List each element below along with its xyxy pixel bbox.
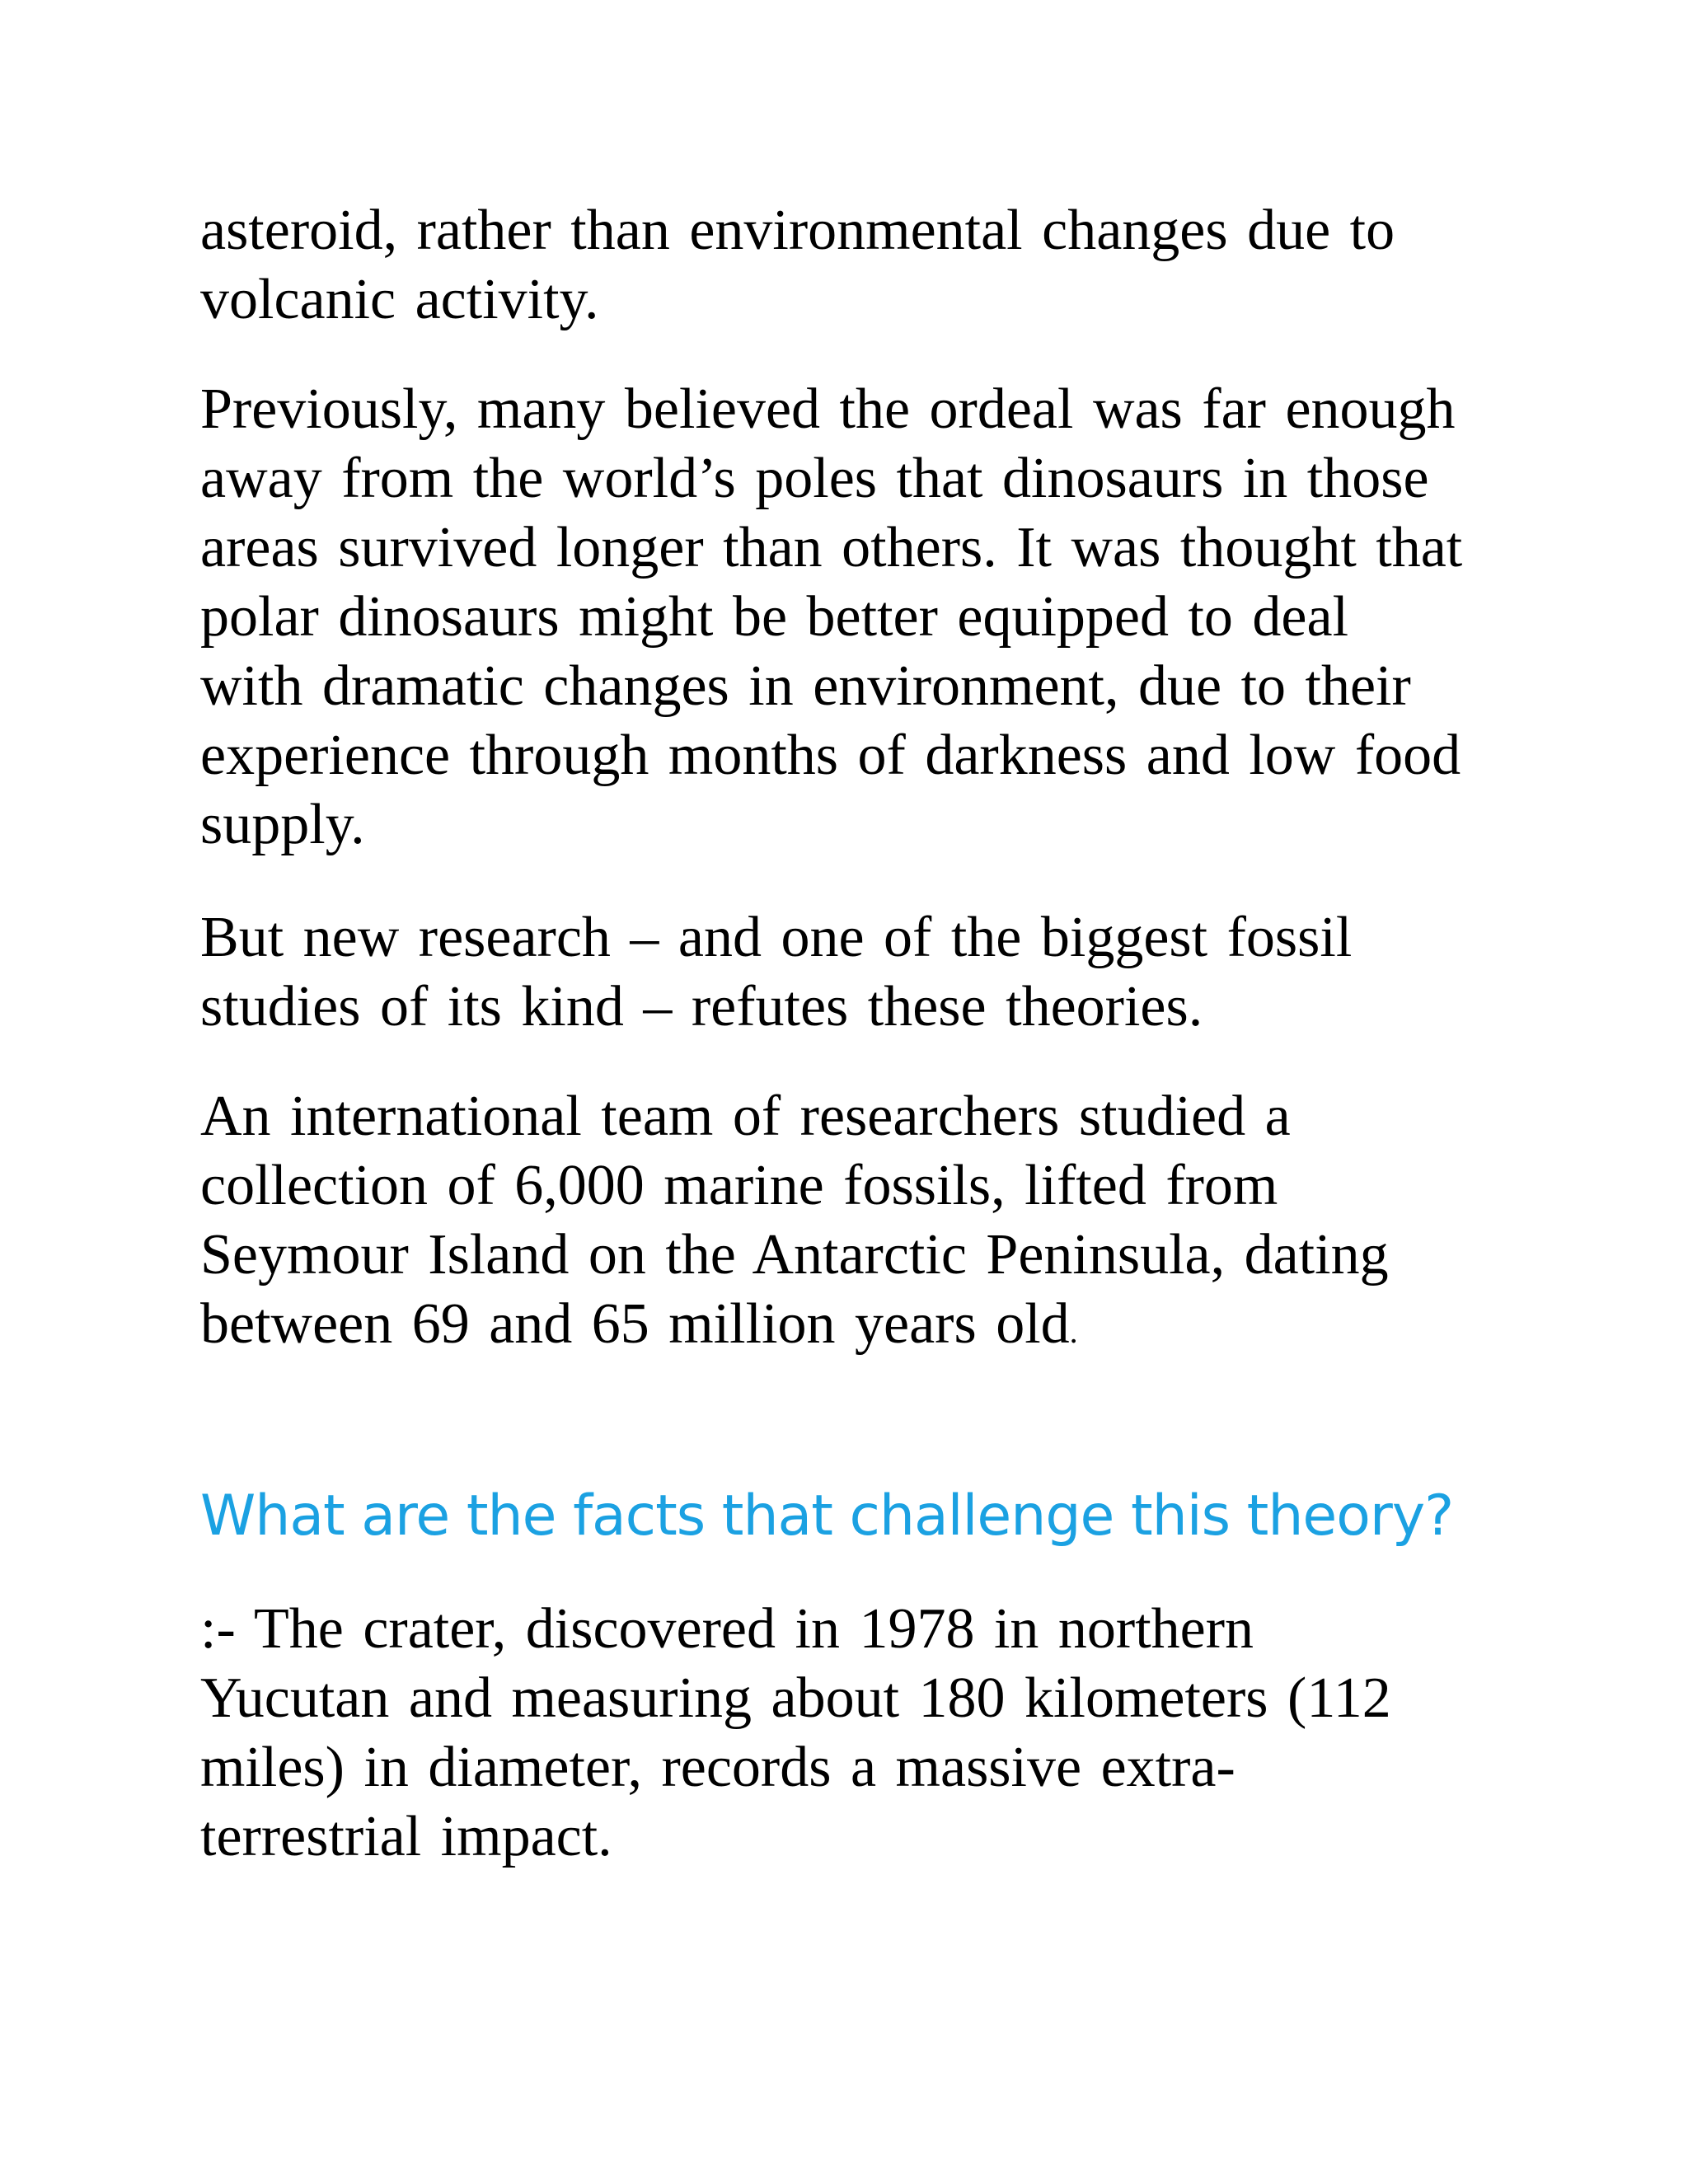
trailing-period: . bbox=[1069, 1313, 1078, 1350]
text-line: Yucutan and measuring about 180 kilometers (112 bbox=[200, 1666, 1391, 1730]
text-line: terrestrial impact. bbox=[200, 1805, 612, 1868]
text-line: miles) in diameter, records a massive extra- bbox=[200, 1736, 1236, 1799]
text-line: asteroid, rather than environmental changes due to bbox=[200, 199, 1395, 262]
text-line: experience through months of darkness and low food bbox=[200, 724, 1461, 787]
text-line bbox=[200, 1290, 1519, 1366]
text-line: Previously, many believed the ordeal was far enough bbox=[200, 377, 1456, 441]
paragraph-new-research bbox=[200, 903, 1519, 1042]
text-line: with dramatic changes in environment, due to their bbox=[200, 654, 1411, 718]
text-line: collection of 6,000 marine fossils, lifted from bbox=[200, 1154, 1278, 1217]
text-line: studies of its kind – refutes these theories. bbox=[200, 975, 1203, 1038]
text-line: volcanic activity. bbox=[200, 268, 599, 331]
paragraph-international-team bbox=[200, 1082, 1519, 1366]
text-line: polar dinosaurs might be better equipped to deal bbox=[200, 585, 1349, 649]
text-line: :- The crater, discovered in 1978 in northern bbox=[200, 1597, 1254, 1661]
paragraph-previously bbox=[200, 375, 1519, 860]
text-line-content: between 69 and 65 million years old bbox=[200, 1292, 1070, 1356]
paragraph-answer bbox=[200, 1595, 1519, 1872]
paragraph-intro bbox=[200, 196, 1519, 335]
text-line: But new research – and one of the biggest fossil bbox=[200, 906, 1353, 969]
section-heading: What are the facts that challenge this theory? bbox=[200, 1483, 1454, 1549]
text-line: An international team of researchers studied a bbox=[200, 1085, 1291, 1148]
text-line: supply. bbox=[200, 793, 365, 856]
text-line: areas survived longer than others. It was thought that bbox=[200, 516, 1463, 579]
text-line: Seymour Island on the Antarctic Peninsula, dating bbox=[200, 1223, 1389, 1286]
text-line: away from the world’s poles that dinosaurs in those bbox=[200, 447, 1429, 510]
